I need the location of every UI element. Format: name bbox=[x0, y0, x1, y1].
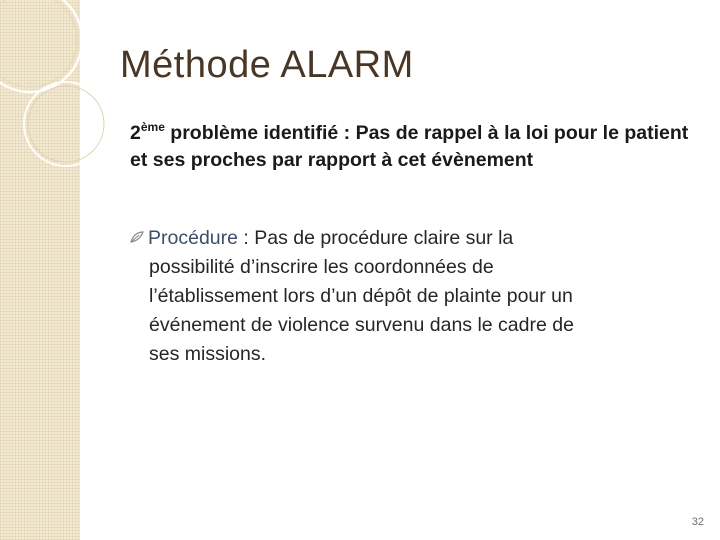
bullet-line-3: l’établissement lors d’un dépôt de plainte pour un bbox=[149, 285, 573, 307]
heading-text: problème identifié : Pas de rappel à la loi pour le patient et ses proches par rapport à cet évènement bbox=[130, 122, 689, 171]
large-ring bbox=[0, 0, 82, 92]
bullet-first-line bbox=[130, 224, 690, 253]
problem-heading bbox=[130, 120, 690, 174]
bullet-keyword: Procédure bbox=[148, 227, 238, 249]
medium-ring-inner bbox=[28, 86, 104, 162]
bullet-first-line-text: : Pas de procédure claire sur la bbox=[237, 227, 514, 249]
bullet-line-4: événement de violence survenu dans le cadre de bbox=[149, 314, 574, 336]
heading-number: 2 bbox=[130, 122, 141, 144]
leaf-bullet-icon bbox=[130, 231, 144, 243]
bullet-line-2: possibilité d’inscrire les coordonnées de bbox=[149, 256, 494, 278]
large-ring-inner bbox=[0, 0, 77, 87]
page-number: 32 bbox=[691, 516, 704, 528]
slide-title: Méthode ALARM bbox=[120, 44, 414, 86]
bullet-line-5: ses missions. bbox=[149, 343, 267, 365]
decorative-circles bbox=[0, 0, 140, 220]
heading-superscript: ème bbox=[140, 119, 165, 134]
bullet-item bbox=[130, 224, 690, 369]
medium-ring bbox=[24, 82, 108, 166]
